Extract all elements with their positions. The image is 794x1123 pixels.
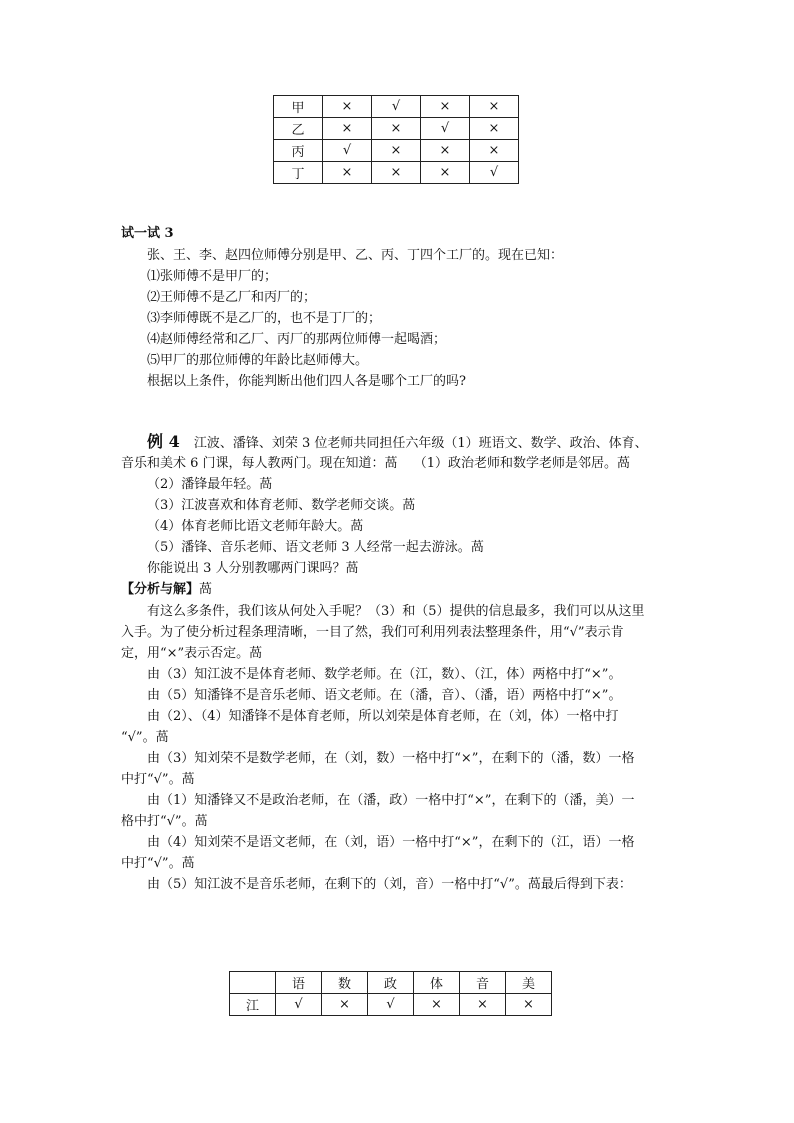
table-cell: × xyxy=(470,118,519,140)
try3-line: 根据以上条件，你能判断出他们四人各是哪个工厂的吗? xyxy=(147,374,466,389)
table-cell: × xyxy=(470,96,519,118)
example4-text: 江波、潘锋、刘荣 3 位老师共同担任六年级（1）班语文、数学、政治、体育、 xyxy=(193,436,648,451)
question-text: 你能说出 3 人分别教哪两门课吗？ xyxy=(147,561,346,576)
example4-glyph: 萵 xyxy=(345,561,359,576)
example4-condition xyxy=(147,494,415,513)
table-cell: √ xyxy=(323,140,372,162)
example4-condition xyxy=(147,473,272,492)
example4-glyph: 萵 xyxy=(350,519,364,534)
condition-text: （2）潘锋最年轻。 xyxy=(147,477,260,492)
table-row xyxy=(230,994,552,1016)
example4-label: 例 4 xyxy=(147,432,180,451)
table-cell: × xyxy=(322,994,368,1016)
analysis-line: 有这么多条件，我们该从何处入手呢？（3）和（5）提供的信息最多，我们可以从这里 xyxy=(147,604,645,619)
table-cell: × xyxy=(323,96,372,118)
table-cell: × xyxy=(372,118,421,140)
analysis-line: 入手。为了使分析过程条理清晰，一目了然，我们可利用列表法整理条件，用“√”表示肯 xyxy=(121,625,624,640)
example4-glyph: 萵 xyxy=(199,582,213,597)
table-cell: √ xyxy=(470,162,519,184)
try3-title: 试一试 3 xyxy=(121,226,174,241)
analysis-line: 由（2）、（4）知潘锋不是体育老师，所以刘荣是体育老师，在（刘，体）一格中打 xyxy=(147,709,619,724)
row-label: 江 xyxy=(230,994,276,1016)
try3-line: ⑴张师傅不是甲厂的； xyxy=(147,269,278,284)
table-header: 音 xyxy=(460,972,506,994)
example4-line2 xyxy=(121,452,630,471)
analysis-line: “√”。萵 xyxy=(121,730,169,745)
table-row xyxy=(274,140,519,162)
table-row xyxy=(274,162,519,184)
condition-text: （4）体育老师比语文老师年龄大。 xyxy=(147,519,351,534)
condition-text: （3）江波喜欢和体育老师、数学老师交谈。 xyxy=(147,498,403,513)
analysis-line: 中打“√”。萵 xyxy=(121,772,195,787)
example4-question xyxy=(147,557,359,576)
table-cell: √ xyxy=(372,96,421,118)
try3-line: 张、王、李、赵四位师傅分别是甲、乙、丙、丁四个工厂的。现在已知： xyxy=(147,248,564,263)
try3-line: ⑷赵师傅经常和乙厂、丙厂的那两位师傅一起喝酒； xyxy=(147,332,447,347)
analysis-line: 定，用“×”表示否定。萵 xyxy=(121,646,263,661)
analysis-heading xyxy=(121,578,212,597)
try3-line: ⑵王师傅不是乙厂和丙厂的； xyxy=(147,290,317,305)
analysis-line: 格中打“√”。萵 xyxy=(121,814,208,829)
analysis-line: 由（3）知江波不是体育老师、数学老师。在（江，数）、（江，体）两格中打“×”。 xyxy=(147,667,622,682)
example4-glyph: 萵 xyxy=(470,540,484,555)
row-label: 丁 xyxy=(274,162,323,184)
row-label: 乙 xyxy=(274,118,323,140)
table-cell: × xyxy=(414,994,460,1016)
example4-line1 xyxy=(147,429,648,452)
try3-line: ⑶李师傅既不是乙厂的，也不是丁厂的； xyxy=(147,311,382,326)
table-cell: × xyxy=(372,162,421,184)
table-header-row xyxy=(230,972,552,994)
table-cell: × xyxy=(421,96,470,118)
teacher-subject-table xyxy=(229,971,552,1016)
table-cell: √ xyxy=(421,118,470,140)
example4-text: 音乐和美术 6 门课，每人教两门。现在知道： xyxy=(121,456,385,471)
table-header: 语 xyxy=(276,972,322,994)
try3-line: ⑸甲厂的那位师傅的年龄比赵师傅大。 xyxy=(147,353,369,368)
table-header: 体 xyxy=(414,972,460,994)
row-label: 丙 xyxy=(274,140,323,162)
analysis-line: 由（1）知潘锋又不是政治老师，在（潘，政）一格中打“×”，在剩下的（潘，美）一 xyxy=(147,793,635,808)
table-header xyxy=(230,972,276,994)
row-label: 甲 xyxy=(274,96,323,118)
analysis-line: 由（5）知潘锋不是音乐老师、语文老师。在（潘，音）、（潘，语）两格中打“×”。 xyxy=(147,688,622,703)
table-cell: × xyxy=(421,140,470,162)
analysis-line: 中打“√”。萵 xyxy=(121,856,195,871)
table-cell: × xyxy=(421,162,470,184)
table-header: 政 xyxy=(368,972,414,994)
table-cell: √ xyxy=(276,994,322,1016)
example4-glyph: 萵 xyxy=(402,498,416,513)
table-row xyxy=(274,118,519,140)
example4-condition xyxy=(147,515,363,534)
analysis-line: 由（4）知刘荣不是语文老师，在（刘，语）一格中打“×”，在剩下的（江，语）一格 xyxy=(147,835,635,850)
table-cell: × xyxy=(506,994,552,1016)
table-cell: × xyxy=(372,140,421,162)
analysis-line: 由（5）知江波不是音乐老师，在剩下的（刘，音）一格中打“√”。萵最后得到下表： xyxy=(147,877,632,892)
table-header: 数 xyxy=(322,972,368,994)
table-cell: × xyxy=(460,994,506,1016)
example4-glyph: 萵 xyxy=(259,477,273,492)
table-cell: × xyxy=(323,118,372,140)
table-cell: √ xyxy=(368,994,414,1016)
table-cell: × xyxy=(323,162,372,184)
condition-text: （5）潘锋、音乐老师、语文老师 3 人经常一起去游泳。 xyxy=(147,540,471,555)
example4-condition xyxy=(147,536,484,555)
heading-text: 【分析与解】 xyxy=(121,582,200,597)
example4-glyph: 萵 xyxy=(384,456,398,471)
factory-table xyxy=(273,95,519,184)
example4-condition: （1）政治老师和数学老师是邻居。 xyxy=(413,456,617,471)
example4-glyph: 萵 xyxy=(616,456,630,471)
analysis-line: 由（3）知刘荣不是数学老师，在（刘，数）一格中打“×”，在剩下的（潘，数）一格 xyxy=(147,751,635,766)
table-row xyxy=(274,96,519,118)
table-header: 美 xyxy=(506,972,552,994)
table-cell: × xyxy=(470,140,519,162)
